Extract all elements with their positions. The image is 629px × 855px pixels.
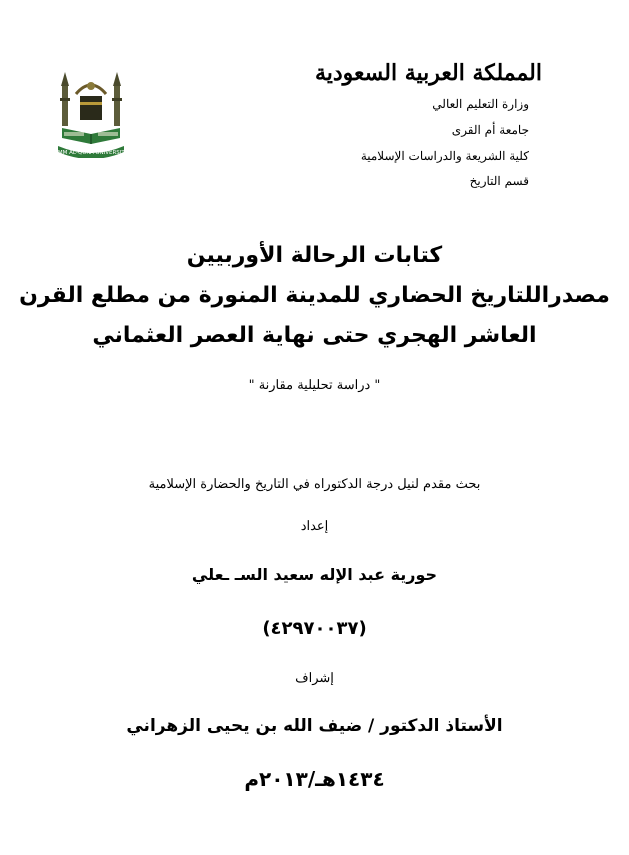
supervision-label: إشراف (295, 671, 334, 686)
supervisor-name: الأستاذ الدكتور / ضيف الله بن يحيى الزهراني (126, 716, 503, 736)
submission-date: ١٤٣٤هـ/٢٠١٣م (244, 767, 385, 791)
title-line-1: كتابات الرحالة الأوربيين (186, 243, 443, 268)
department-name: قسم التاريخ (469, 174, 529, 188)
title-line-3: العاشر الهجري حتى نهاية العصر العثماني (92, 323, 537, 348)
college-name: كلية الشريعة والدراسات الإسلامية (360, 149, 529, 163)
university-name: جامعة أم القرى (451, 123, 529, 137)
title-line-2: مصدراللتاريخ الحضاري للمدينة المنورة من مطلع القرن (19, 283, 610, 308)
student-id: (٤٢٩٧٠٠٣٧) (262, 618, 367, 639)
research-statement: بحث مقدم لنيل درجة الدكتوراه في التاريخ والحضارة الإسلامية (148, 477, 481, 492)
study-type: " دراسة تحليلية مقارنة " (248, 378, 381, 393)
ministry-name: وزارة التعليم العالي (432, 97, 529, 111)
author-name: حورية عبد الإله سعيد السـ ـعلي (191, 565, 438, 584)
logo-text: UMM AL-QURA UNIVERSITY (53, 150, 129, 156)
umm-al-qura-university-logo-icon (52, 68, 130, 158)
kingdom-name: المملكة العربية السعودية (314, 60, 542, 86)
prepared-by-label: إعداد (300, 519, 329, 534)
